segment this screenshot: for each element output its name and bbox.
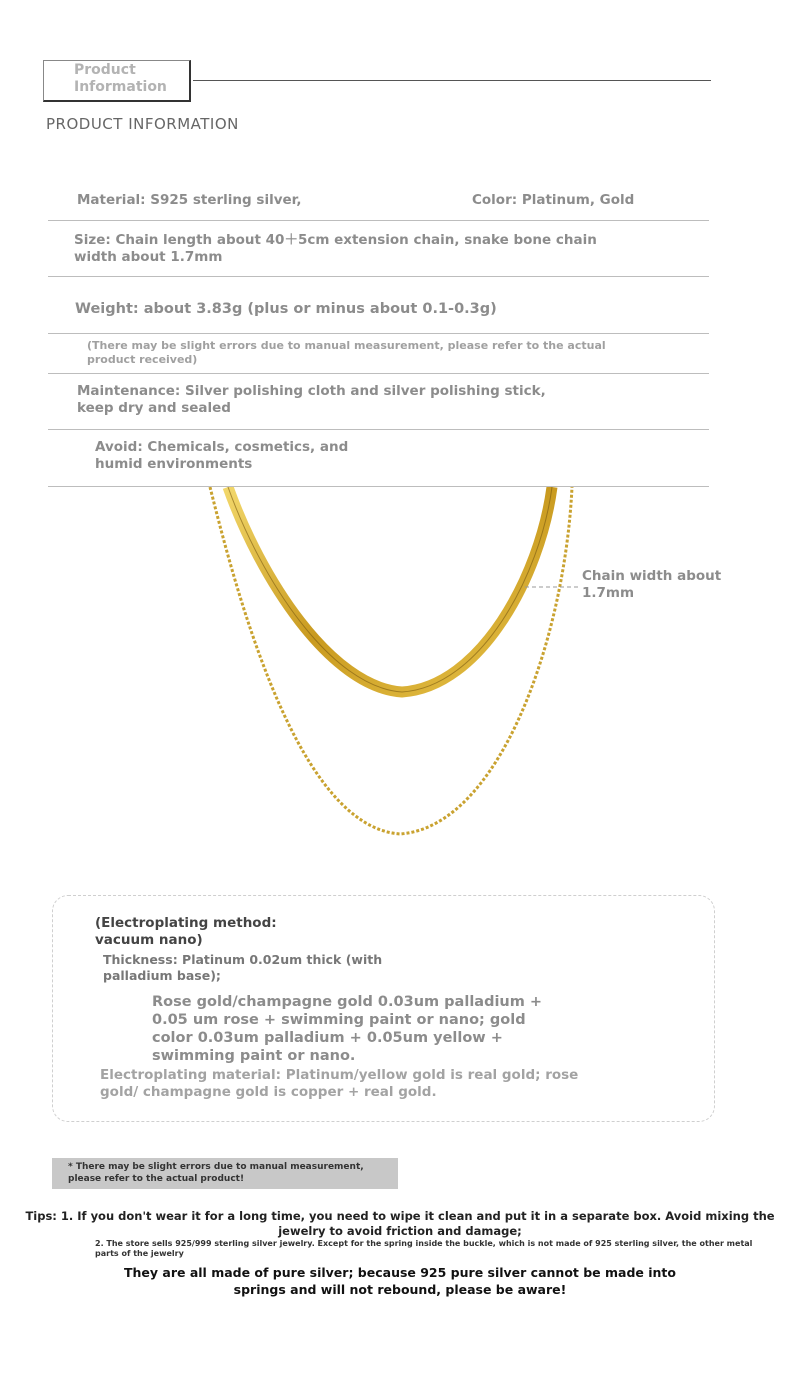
size-text: Size: Chain length about 40＋5cm extension chain, snake bone chain width about 1.7mm — [74, 232, 597, 265]
chain-width-label: Chain width about 1.7mm — [582, 568, 722, 601]
maintenance-text: Maintenance: Silver polishing cloth and silver polishing stick, keep dry and sealed — [77, 383, 546, 416]
section-title: PRODUCT INFORMATION — [46, 115, 239, 133]
row-divider — [48, 373, 709, 374]
header-box-label: Product Information — [74, 62, 167, 95]
header-divider — [193, 80, 711, 81]
avoid-text: Avoid: Chemicals, cosmetics, and humid environments — [95, 439, 349, 472]
snake-chain — [228, 487, 552, 692]
electroplating-method-text: (Electroplating method: vacuum nano) — [95, 915, 277, 948]
necklace-image — [180, 487, 600, 857]
row-divider — [48, 220, 709, 221]
electroplating-material-text: Electroplating material: Platinum/yellow gold is real gold; rose gold/ champagne gold is copper + real gold. — [100, 1067, 579, 1100]
tips-line-3: They are all made of pure silver; because 925 pure silver cannot be made into springs and will not rebound, please be aware! — [124, 1265, 676, 1297]
thickness-text: Thickness: Platinum 0.02um thick (with palladium base); — [103, 952, 383, 983]
row-divider — [48, 276, 709, 277]
tips-line-2: 2. The store sells 925/999 sterling silver jewelry. Except for the spring inside the buckle, which is not made of 925 sterling silver, the other metal parts of the jewelry — [95, 1239, 753, 1258]
note-text: * There may be slight errors due to manual measurement, please refer to the actual product! — [68, 1162, 364, 1184]
material-text: Material: S925 sterling silver, — [77, 192, 302, 208]
weight-text: Weight: about 3.83g (plus or minus about 0.1-0.3g) — [75, 301, 497, 317]
tips-line-1: Tips: 1. If you don't wear it for a long time, you need to wipe it clean and put it in a separate box. Avoid mixing the jewelry to avoid friction and damage; — [25, 1209, 775, 1238]
box-chain — [210, 487, 572, 834]
color-text: Color: Platinum, Gold — [472, 192, 635, 208]
rose-gold-text: Rose gold/champagne gold 0.03um palladium + 0.05 um rose + swimming paint or nano; gold color 0.03um palladium + 0.05um yellow + swimming paint or nano. — [152, 994, 543, 1064]
error-note-text: (There may be slight errors due to manual measurement, please refer to the actual product received) — [87, 339, 606, 366]
row-divider — [48, 429, 709, 430]
row-divider — [48, 333, 709, 334]
